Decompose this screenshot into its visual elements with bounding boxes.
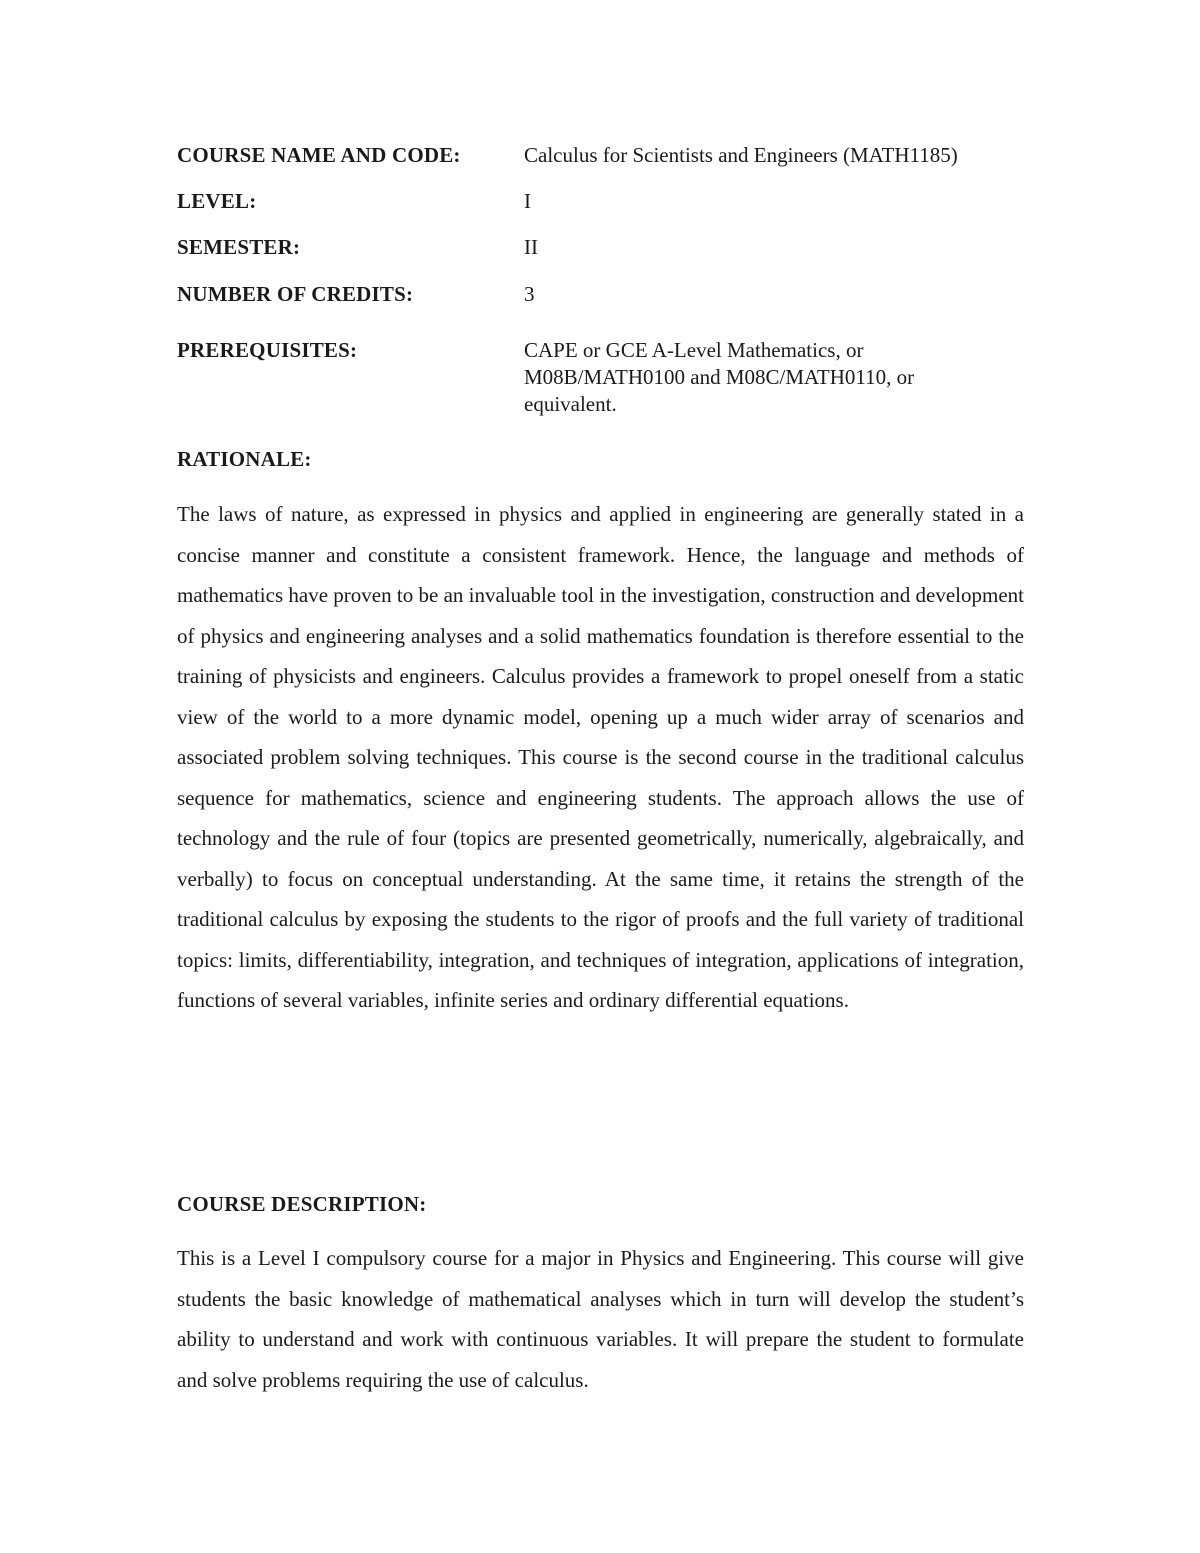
prerequisites-label: PREREQUISITES: [177,338,358,362]
rationale-paragraph: The laws of nature, as expressed in physics and applied in engineering are generally stated in a concise manner and constitute a consistent framework. Hence, the language and methods of mathematics have proven to be an invaluable tool in the investigation, construction and development of physics and engineering analyses and a solid mathematics foundation is therefore essential to the training of physicists and engineers. Calculus provides a framework to propel oneself from a static view of the world to a more dynamic model, opening up a much wider array of scenarios and associated problem solving techniques. This course is the second course in the traditional calculus sequence for mathematics, science and engineering students. The approach allows the use of technology and the rule of four (topics are presented geometrically, numerically, algebraically, and verbally) to focus on conceptual understanding. At the same time, it retains the strength of the traditional calculus by exposing the students to the rigor of proofs and the full variety of traditional topics: limits, differentiability, integration, and techniques of integration, applications of integration, functions of several variables, infinite series and ordinary differential equations. [177,502,1024,1012]
course-description-heading: COURSE DESCRIPTION: [177,1192,427,1216]
credits-value: 3 [524,282,535,306]
credits-label: NUMBER OF CREDITS: [177,282,414,306]
level-value: I [524,189,531,213]
course-name-value: Calculus for Scientists and Engineers (MATH1185) [524,143,958,167]
course-name-label: COURSE NAME AND CODE: [177,143,461,167]
semester-label: SEMESTER: [177,235,301,259]
level-label: LEVEL: [177,189,257,213]
rationale-heading: RATIONALE: [177,447,312,471]
course-description-paragraph: This is a Level I compulsory course for a major in Physics and Engineering. This course will give students the basic knowledge of mathematical analyses which in turn will develop the student’s ability to understand and work with continuous variables. It will prepare the student to formulate and solve problems requiring the use of calculus. [177,1246,1024,1392]
prerequisites-value: CAPE or GCE A-Level Mathematics, or M08B/MATH0100 and M08C/MATH0110, or equivalent. [524,338,915,416]
semester-value: II [524,235,538,259]
